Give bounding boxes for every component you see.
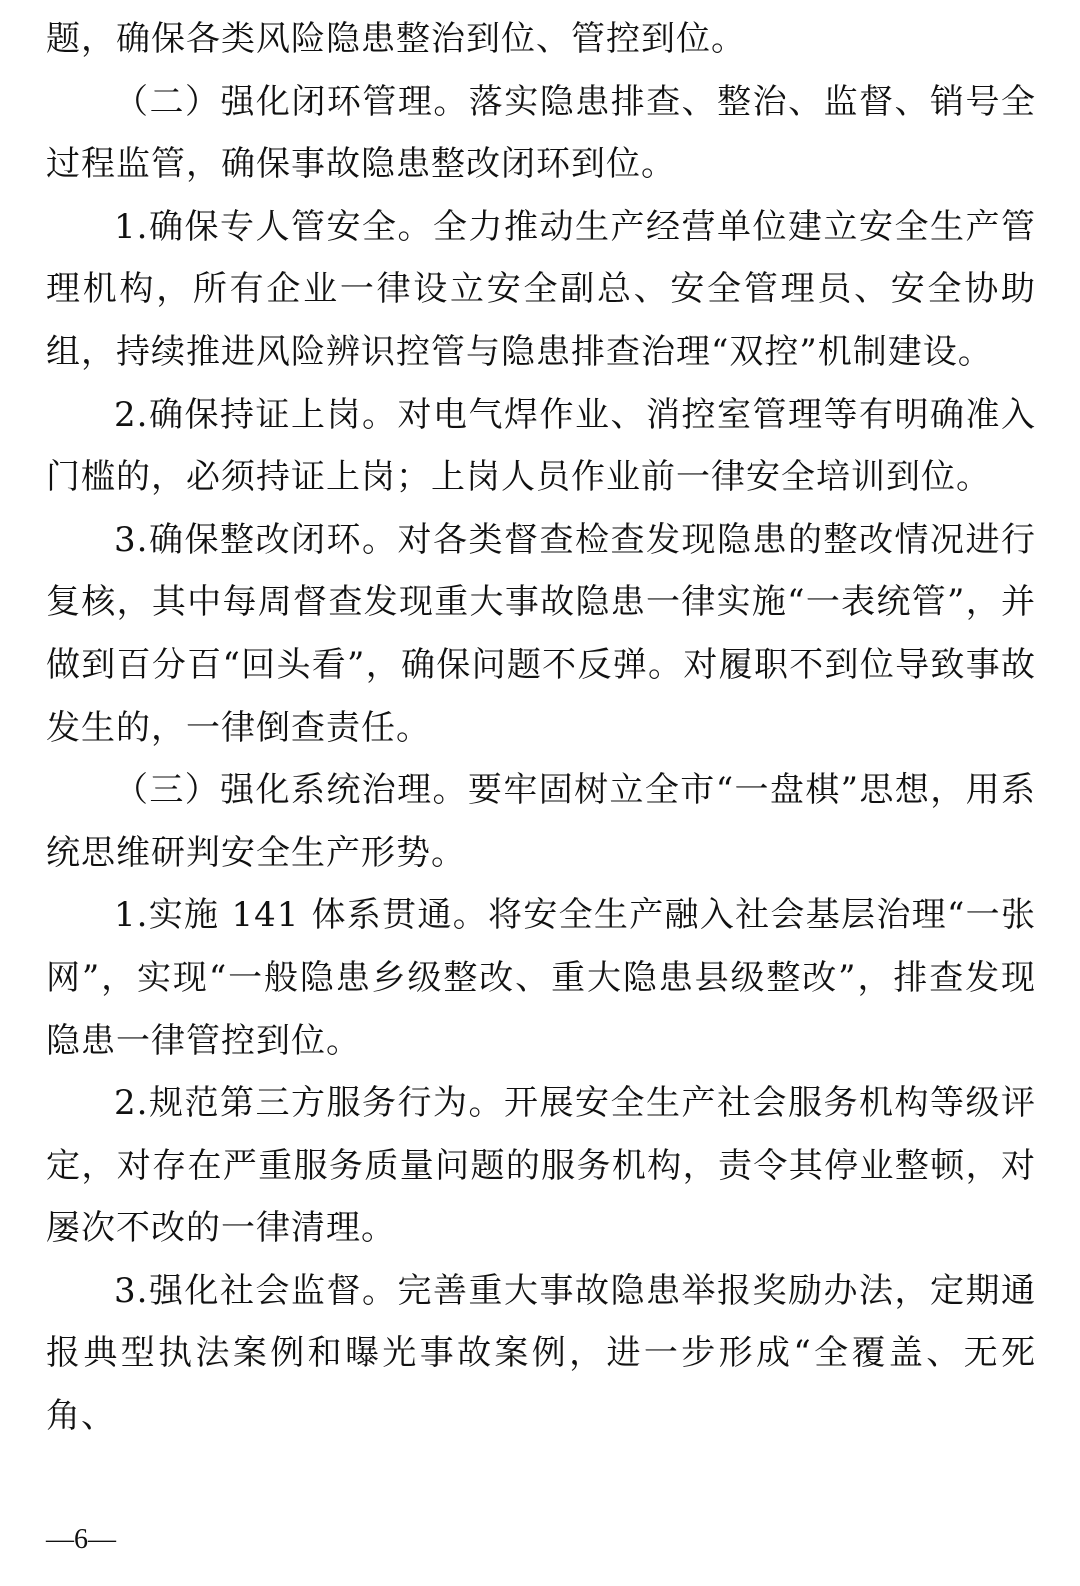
page-number: —6— (46, 1524, 116, 1555)
paragraph-item-1: 1.确保专人管安全。全力推动生产经营单位建立安全生产管理机构，所有企业一律设立安全副总、安全管理员、安全协助组，持续推进风险辨识控管与隐患排查治理“双控”机制建设。 (46, 206, 1036, 372)
paragraph-section-two-heading: （二）强化闭环管理。落实隐患排查、整治、监督、销号全过程监管，确保事故隐患整改闭环到位。 (46, 81, 1036, 185)
paragraph-continuation: 题，确保各类风险隐患整治到位、管控到位。 (46, 19, 746, 59)
paragraph-item-3b: 3.强化社会监督。完善重大事故隐患举报奖励办法，定期通报典型执法案例和曝光事故案例，进一步形成“全覆盖、无死角、 (46, 1270, 1036, 1437)
paragraph-item-3: 3.确保整改闭环。对各类督查检查发现隐患的整改情况进行复核，其中每周督查发现重大事故隐患一律实施“一表统管”，并做到百分百“回头看”，确保问题不反弹。对履职不到位导致事故发生的，一律倒查责任。 (46, 519, 1036, 748)
paragraph-item-2: 2.确保持证上岗。对电气焊作业、消控室管理等有明确准入门槛的，必须持证上岗；上岗人员作业前一律安全培训到位。 (46, 394, 1036, 498)
paragraph-item-2b: 2.规范第三方服务行为。开展安全生产社会服务机构等级评定，对存在严重服务质量问题的服务机构，责令其停业整顿，对屡次不改的一律清理。 (46, 1083, 1036, 1249)
document-body (46, 8, 1036, 1448)
paragraph-item-1b: 1.实施 141 体系贯通。将安全生产融入社会基层治理“一张网”，实现“一般隐患乡级整改、重大隐患县级整改”，排查发现隐患一律管控到位。 (46, 895, 1036, 1061)
paragraph-section-three-heading: （三）强化系统治理。要牢固树立全市“一盘棋”思想，用系统思维研判安全生产形势。 (46, 770, 1036, 873)
